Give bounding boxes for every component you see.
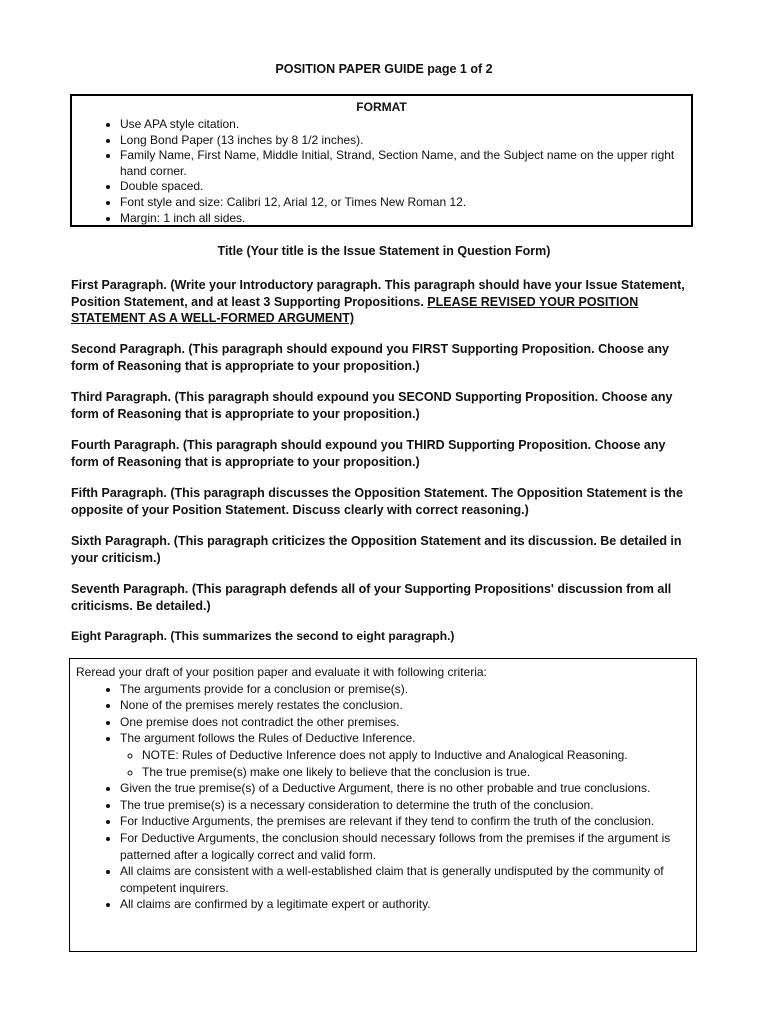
first-paragraph-instruction — [71, 277, 696, 327]
fifth-paragraph-instruction: Fifth Paragraph. (This paragraph discusses the Opposition Statement. The Opposition Statement is the opposite of your Position Statement. Discuss clearly with correct reasoning.) — [71, 486, 683, 517]
criteria-item-text: The argument follows the Rules of Deductive Inference. — [120, 731, 416, 746]
format-heading: FORMAT — [356, 100, 407, 114]
criteria-item: • Given the true premise(s) of a Deductive Argument, there is no other probable and true conclusions. — [120, 780, 692, 797]
second-paragraph-instruction: Second Paragraph. (This paragraph should expound you FIRST Supporting Proposition. Choose any form of Reasoning that is appropriate to your proposition.) — [71, 342, 669, 373]
criteria-item: • For Inductive Arguments, the premises are relevant if they tend to confirm the truth of the conclusion. — [120, 813, 692, 830]
sixth-paragraph-instruction: Sixth Paragraph. (This paragraph criticizes the Opposition Statement and its discussion. Be detailed in your criticism.) — [71, 534, 682, 565]
criteria-item: • All claims are consistent with a well-established claim that is generally undisputed by the community of competent inquirers. — [120, 863, 692, 896]
format-list — [82, 117, 681, 226]
criteria-item: • All claims are confirmed by a legitimate expert or authority. — [120, 896, 692, 913]
third-paragraph-instruction: Third Paragraph. (This paragraph should expound you SECOND Supporting Proposition. Choose any form of Reasoning that is appropriate to your proposition.) — [71, 390, 673, 421]
criteria-item — [120, 730, 692, 780]
first-paragraph-underlined: PLEASE REVISED YOUR POSITION STATEMENT AS A WELL-FORMED ARGUMENT) — [71, 294, 639, 325]
criteria-list — [76, 681, 692, 913]
format-item: • Font style and size: Calibri 12, Arial 12, or Times New Roman 12. — [120, 195, 681, 211]
criteria-intro: Reread your draft of your position paper and evaluate it with following criteria: — [76, 665, 487, 679]
criteria-item: • One premise does not contradict the other premises. — [120, 714, 692, 731]
criteria-item: • The arguments provide for a conclusion or premise(s). — [120, 681, 692, 698]
format-item: • Margin: 1 inch all sides. — [120, 211, 681, 227]
criteria-box — [69, 658, 697, 952]
criteria-sub-item: ◦ NOTE: Rules of Deductive Inference does not apply to Inductive and Analogical Reasoning. — [142, 747, 692, 764]
format-item: • Double spaced. — [120, 179, 681, 195]
first-paragraph-text: First Paragraph. (Write your Introductory paragraph. This paragraph should have your Issue Statement, Position Statement, and at least 3 Supporting Propositions. — [71, 278, 685, 309]
criteria-item: • The true premise(s) is a necessary consideration to determine the truth of the conclusion. — [120, 797, 692, 814]
criteria-item: • For Deductive Arguments, the conclusion should necessary follows from the premises if the argument is patterned after a logically correct and valid form. — [120, 830, 692, 863]
document-title: POSITION PAPER GUIDE page 1 of 2 — [275, 62, 493, 76]
seventh-paragraph-instruction: Seventh Paragraph. (This paragraph defends all of your Supporting Propositions' discussion from all criticisms. Be detailed.) — [71, 582, 672, 613]
eighth-paragraph-instruction: Eight Paragraph. (This summarizes the second to eight paragraph.) — [71, 629, 455, 643]
criteria-sub-item: ◦ The true premise(s) make one likely to believe that the conclusion is true. — [142, 764, 692, 781]
format-item: • Family Name, First Name, Middle Initial, Strand, Section Name, and the Subject name on the upper right hand corner. — [120, 148, 681, 179]
title-instruction: Title (Your title is the Issue Statement in Question Form) — [217, 244, 551, 258]
format-box — [70, 94, 693, 227]
format-item: • Long Bond Paper (13 inches by 8 1/2 inches). — [120, 133, 681, 149]
fourth-paragraph-instruction: Fourth Paragraph. (This paragraph should expound you THIRD Supporting Proposition. Choose any form of Reasoning that is appropriate to your proposition.) — [71, 438, 666, 469]
criteria-item: • None of the premises merely restates the conclusion. — [120, 697, 692, 714]
format-item: • Use APA style citation. — [120, 117, 681, 133]
criteria-sub-list — [120, 747, 692, 780]
